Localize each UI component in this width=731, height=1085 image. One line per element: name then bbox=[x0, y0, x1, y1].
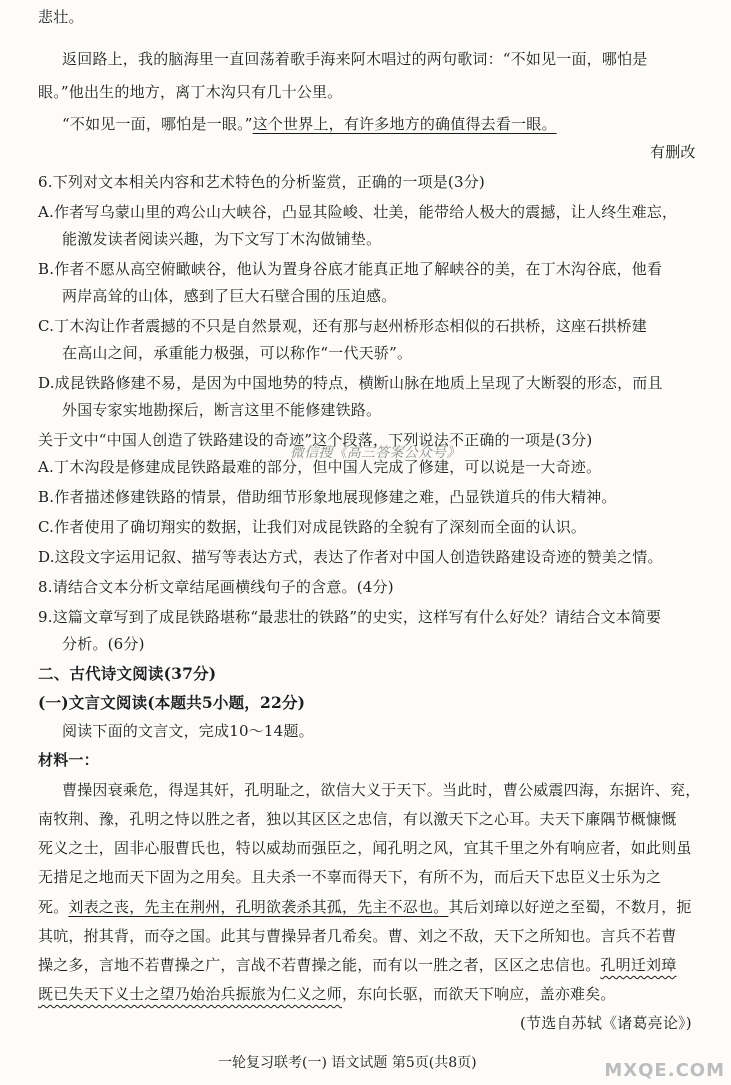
q7-option-b: B.作者描述修建铁路的情景，借助细节形象地展现修建之难，凸显铁道兵的伟大精神。 bbox=[38, 488, 617, 506]
classical-text: ，东向长驱，而欲天下响应，盖亦难矣。 bbox=[342, 985, 616, 1003]
classical-line bbox=[38, 954, 676, 976]
source-citation: (节选自苏轼《诸葛亮论》) bbox=[520, 1014, 692, 1032]
page-footer: 一轮复习联考(一) 语文试题 第5页(共8页) bbox=[218, 1055, 477, 1071]
watermark: 微信搜《高三答案公众号》 bbox=[290, 445, 461, 461]
underlined-sentence: 刘表之丧，先主在荆州，孔明欲袭杀其孤，先主不忍也。 bbox=[68, 898, 449, 916]
q6-option-b: B.作者不愿从高空俯瞰峡谷，他认为置身谷底才能真正地了解峡谷的美，在丁木沟谷底，他看 bbox=[38, 260, 663, 278]
q7-option-a: A.丁木沟段是修建成昆铁路最难的部分，但中国人完成了修建，可以说是一大奇迹。 bbox=[38, 458, 602, 476]
material-label: 材料一： bbox=[38, 751, 99, 769]
classical-text: 操之多，言地不若曹操之广，言战不若曹操之能，而有以一胜之者，区区之忠信也。 bbox=[38, 956, 601, 974]
passage-line bbox=[62, 113, 557, 135]
classical-line bbox=[38, 983, 616, 1005]
q9: 9.这篇文章写到了成昆铁路堪称“最悲壮的铁路”的史实，这样写有什么好处？请结合文本简要 bbox=[38, 608, 662, 626]
corner-watermark: MXQE.COM bbox=[604, 1060, 725, 1081]
q6-option-c: C.丁木沟让作者震撼的不只是自然景观，还有那与赵州桥形态相似的石拱桥，这座石拱桥建 bbox=[38, 317, 647, 335]
q6-option-a-cont: 能激发读者阅读兴趣，为下文写丁木沟做铺垫。 bbox=[62, 230, 382, 248]
classical-text: 死。 bbox=[38, 898, 69, 916]
subsection-title: (一)文言文阅读(本题共5小题，22分) bbox=[38, 693, 306, 712]
q8: 8.请结合文本分析文章结尾画横线句子的含意。(4分) bbox=[38, 578, 394, 596]
classical-line: 死义之士，固非心服曹氏也，特以威劫而强臣之，闻孔明之风，宜其千里之外有响应者，如此则虽 bbox=[38, 839, 692, 857]
q7-option-d: D.这段文字运用记叙、描写等表达方式，表达了作者对中国人创造铁路建设奇迹的赞美之情。 bbox=[38, 548, 663, 566]
q6-option-c-cont: 在高山之间，承重能力极强，可以称作“一代天骄”。 bbox=[62, 344, 413, 362]
q6-stem: 6.下列对文本相关内容和艺术特色的分析鉴赏，正确的一项是(3分) bbox=[38, 173, 485, 191]
passage-line: 返回路上，我的脑海里一直回荡着歌手海来阿木唱过的两句歌词：“不如见一面，哪怕是 bbox=[62, 50, 648, 68]
underlined-sentence: 这个世界上，有许多地方的确值得去看一眼。 bbox=[252, 115, 557, 133]
q6-option-d-cont: 外国专家实地勘探后，断言这里不能修建铁路。 bbox=[62, 401, 382, 419]
q6-option-b-cont: 两岸高耸的山体，感到了巨大石壁合围的压迫感。 bbox=[62, 287, 397, 305]
q6-option-d: D.成昆铁路修建不易，是因为中国地势的特点，横断山脉在地质上呈现了大断裂的形态，而且 bbox=[38, 374, 663, 392]
section-title: 二、古代诗文阅读(37分) bbox=[38, 664, 217, 683]
wavy-underlined-text: 孔明迁刘璋 bbox=[600, 956, 677, 974]
q9-cont: 分析。(6分) bbox=[62, 635, 145, 653]
passage-line: 眼。”他出生的地方，离丁木沟只有几十公里。 bbox=[38, 83, 343, 101]
classical-text: 其后刘璋以好逆之至蜀，不数月，扼 bbox=[448, 898, 692, 916]
quote-text: “不如见一面，哪怕是一眼。” bbox=[62, 115, 253, 133]
classical-line bbox=[38, 896, 692, 918]
wavy-underlined-text: 既已失天下义士之望乃始治兵振旅为仁义之师 bbox=[38, 985, 343, 1003]
edit-note: 有删改 bbox=[650, 143, 696, 161]
q7-option-c: C.作者使用了确切翔实的数据，让我们对成昆铁路的全貌有了深刻而全面的认识。 bbox=[38, 518, 587, 536]
reading-instruction: 阅读下面的文言文，完成10～14题。 bbox=[62, 722, 314, 740]
q6-option-a: A.作者写乌蒙山里的鸡公山大峡谷，凸显其险峻、壮美，能带给人极大的震撼，让人终生难忘， bbox=[38, 203, 678, 221]
classical-line: 南牧荆、豫，孔明之恃以胜之者，独以其区区之忠信，有以激天下之心耳。夫天下廉隅节概慷慨 bbox=[38, 810, 677, 828]
classical-line: 其吭，拊其背，而夺之国。此其与曹操异者几希矣。曹、刘之不敌，天下之所知也。言兵不若曹 bbox=[38, 927, 677, 945]
q7-stem: 关于文中“中国人创造了铁路建设的奇迹”这个段落，下列说法不正确的一项是(3分) bbox=[38, 431, 593, 449]
classical-line: 曹操因衰乘危，得逞其奸，孔明耻之，欲信大义于天下。当此时，曹公威震四海，东据许、兖， bbox=[62, 781, 701, 799]
passage-line: 悲壮。 bbox=[38, 8, 84, 26]
classical-line: 无措足之地而天下固为之用矣。且夫杀一不辜而得天下，有所不为，而后天下忠臣义士乐为之 bbox=[38, 868, 662, 886]
